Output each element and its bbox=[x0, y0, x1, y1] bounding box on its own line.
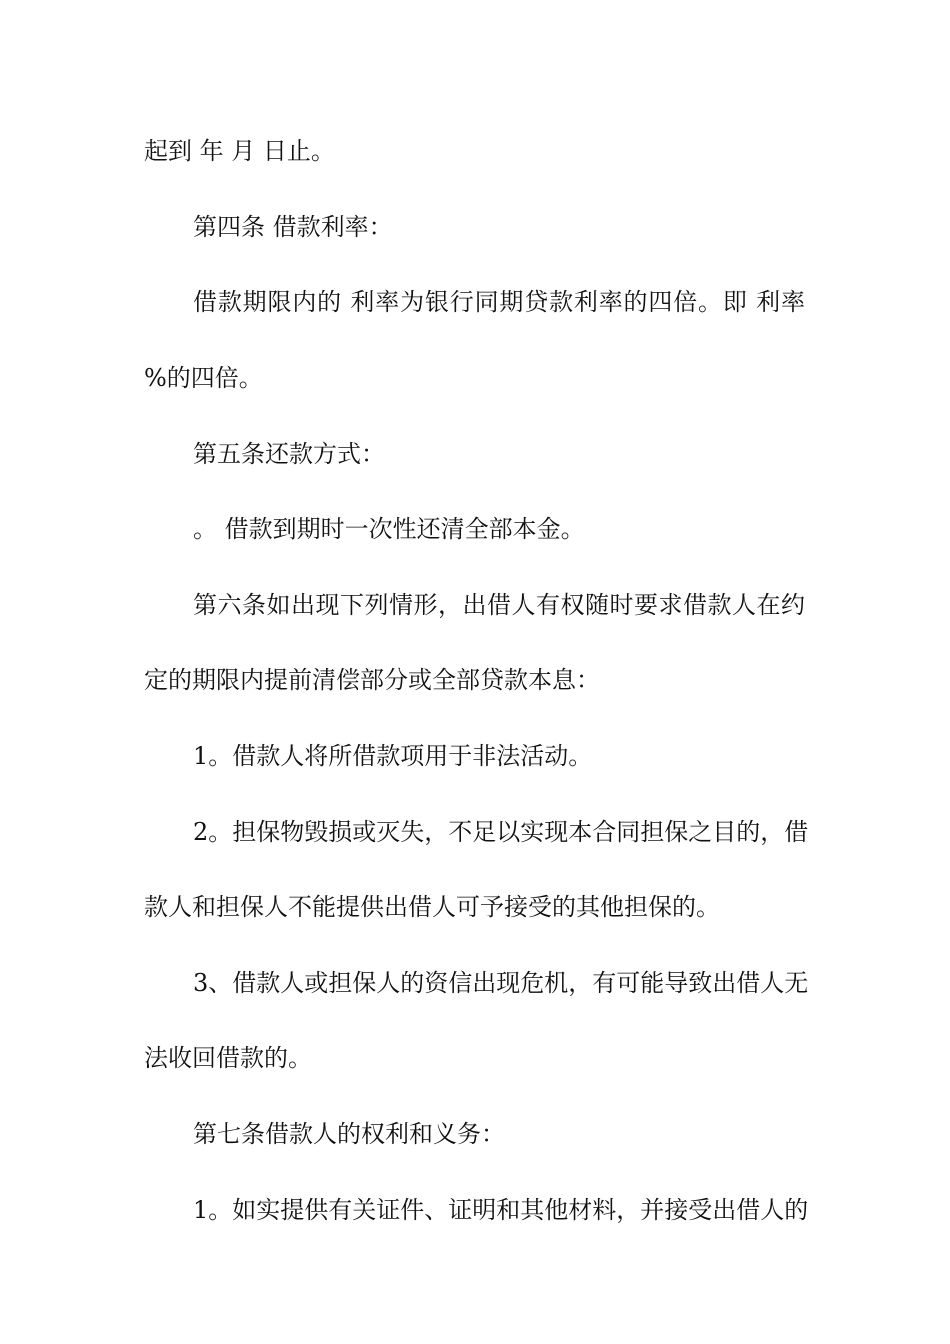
text-line: 起到 年 月 日止。 bbox=[144, 137, 335, 165]
list-item: 2。担保物毁损或灭失，不足以实现本合同担保之目的，借 bbox=[193, 818, 809, 846]
list-item: 1。借款人将所借款项用于非法活动。 bbox=[193, 742, 593, 770]
list-item: 1。如实提供有关证件、证明和其他材料，并接受出借人的 bbox=[193, 1196, 809, 1224]
text-line: 定的期限内提前清偿部分或全部贷款本息： bbox=[144, 666, 600, 694]
text-line: %的四倍。 bbox=[144, 364, 263, 392]
text-line: 法收回借款的。 bbox=[144, 1044, 312, 1072]
list-item: 3、借款人或担保人的资信出现危机，有可能导致出借人无 bbox=[193, 969, 809, 997]
article-heading: 第七条借款人的权利和义务： bbox=[193, 1120, 505, 1148]
article-heading: 第六条如出现下列情形，出借人有权随时要求借款人在约 bbox=[193, 591, 805, 619]
article-heading: 第五条还款方式： bbox=[193, 440, 385, 468]
article-heading: 第四条 借款利率： bbox=[193, 213, 393, 241]
text-line: 款人和担保人不能提供出借人可予接受的其他担保的。 bbox=[144, 893, 720, 921]
text-line: 借款期限内的 利率为银行同期贷款利率的四倍。即 利率 bbox=[193, 288, 805, 316]
text-line: 。 借款到期时一次性还清全部本金。 bbox=[193, 515, 585, 543]
